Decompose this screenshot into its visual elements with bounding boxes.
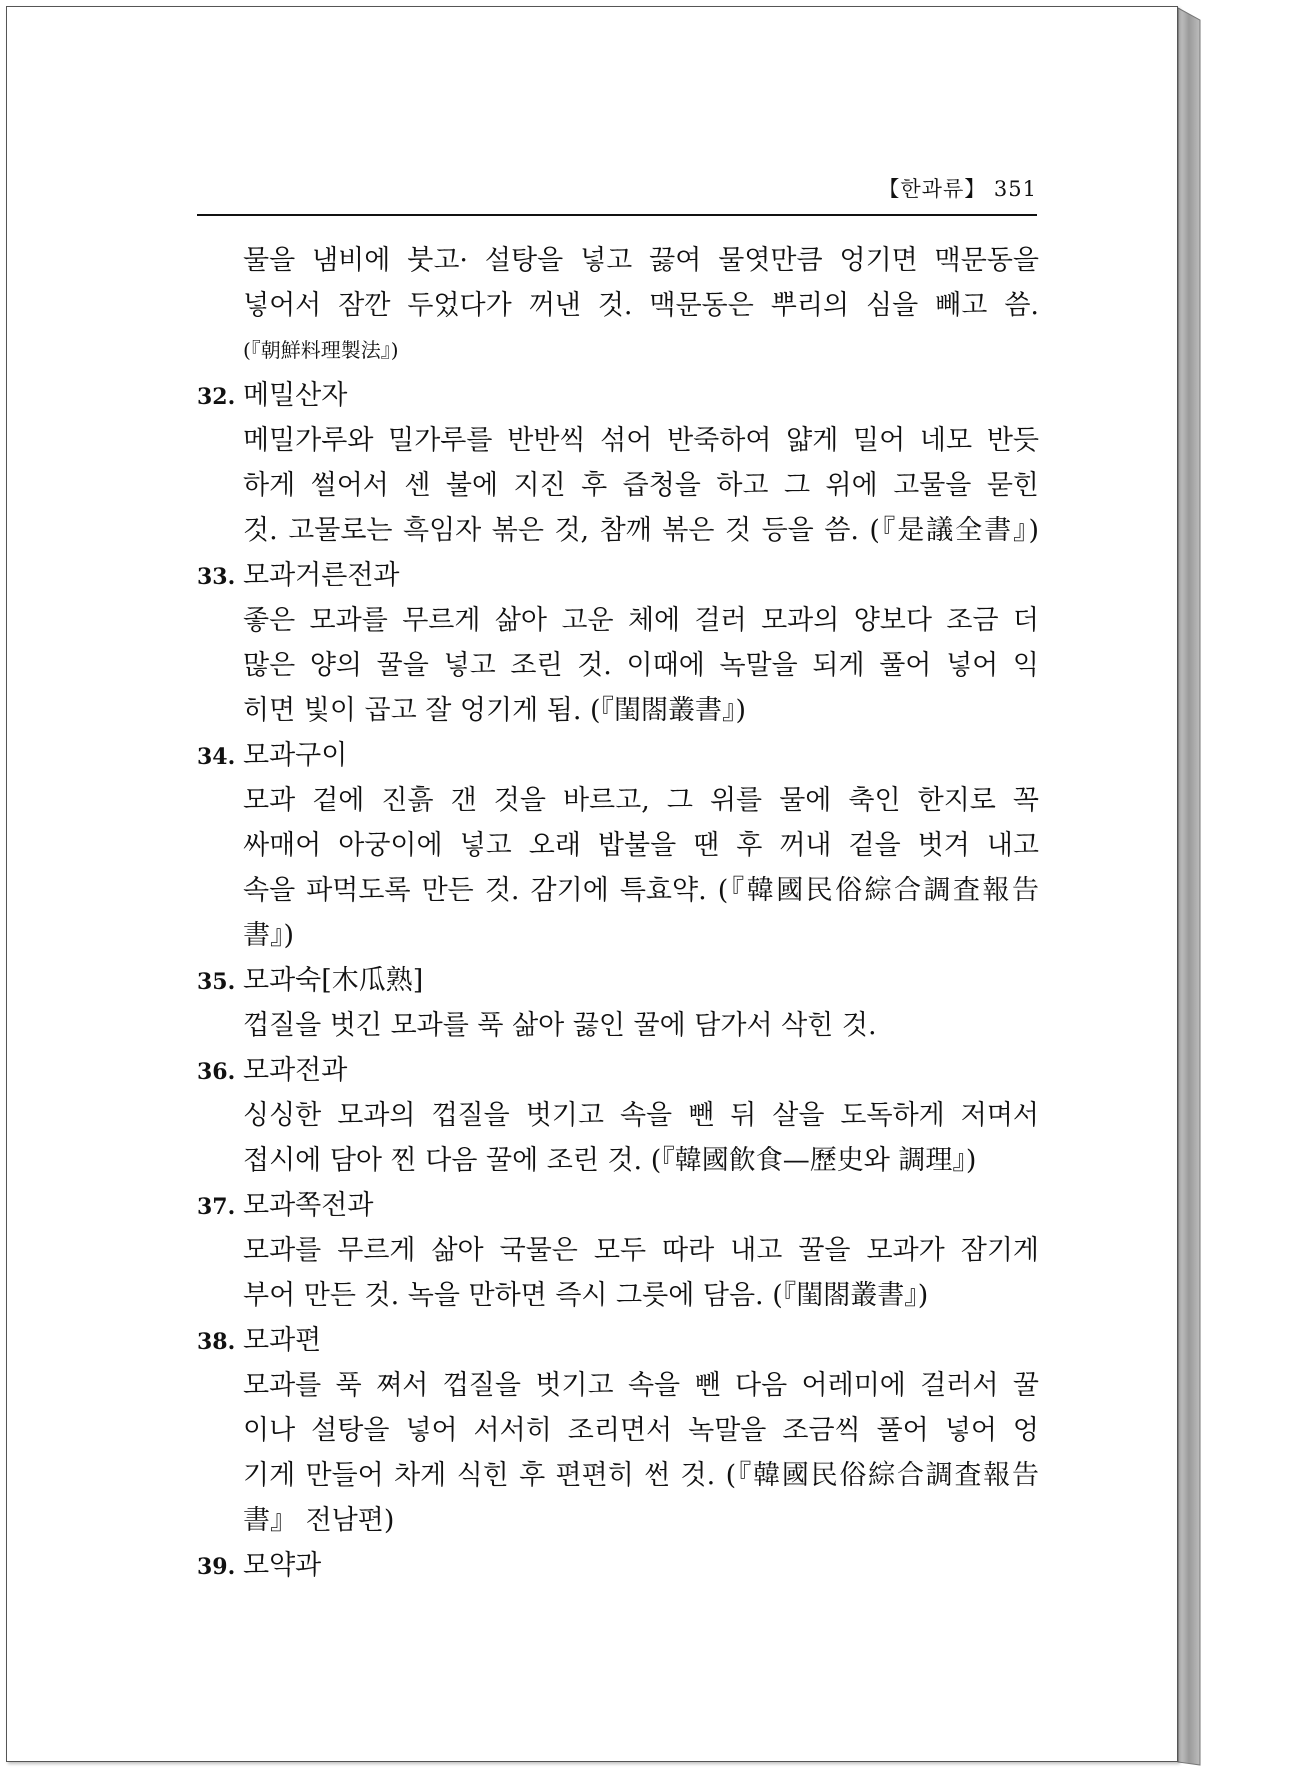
entry-heading	[197, 733, 1039, 778]
body-line: 물을 냄비에 붓고· 설탕을 넣고 끓여 물엿만큼 엉기면 맥문동을	[243, 245, 1039, 276]
body-line: 속을 파먹도록 만든 것. 감기에 특효약. (『韓國民俗綜合調査報告	[243, 875, 1039, 906]
citation-line: (『朝鮮料理製法』)	[243, 338, 399, 362]
body-line: 書』 전남편)	[243, 1505, 395, 1536]
entry-heading	[197, 1183, 1039, 1228]
body-line: 부어 만든 것. 녹을 만하면 즉시 그릇에 담음. (『閨閤叢書』)	[243, 1280, 929, 1311]
entry-number: 32.	[197, 384, 236, 410]
entry-number: 38.	[197, 1329, 236, 1355]
entry-title: 모과편	[243, 1325, 322, 1356]
entry-title: 모과숙[木瓜熟]	[243, 965, 424, 996]
body-line: 싸매어 아궁이에 넣고 오래 밥불을 땐 후 꺼내 겉을 벗겨 내고	[243, 830, 1039, 861]
body-line: 하게 썰어서 센 불에 지진 후 즙청을 하고 그 위에 고물을 묻힌	[243, 470, 1039, 501]
page-edge-shape	[1178, 8, 1200, 1765]
body-line: 싱싱한 모과의 껍질을 벗기고 속을 뺀 뒤 살을 도독하게 저며서	[243, 1100, 1039, 1131]
entry-heading	[197, 553, 1039, 598]
entry-heading	[197, 1048, 1039, 1093]
entry-title: 모과전과	[243, 1055, 348, 1086]
entry-number: 36.	[197, 1059, 236, 1085]
book-page	[6, 6, 1178, 1762]
running-head: 【한과류】 351	[878, 177, 1037, 201]
body-line: 모과를 푹 쪄서 껍질을 벗기고 속을 뺀 다음 어레미에 걸러서 꿀	[243, 1370, 1039, 1401]
body-line: 접시에 담아 찐 다음 꿀에 조린 것. (『韓國飮食—歷史와 調理』)	[243, 1145, 977, 1176]
entry-heading	[197, 1543, 1039, 1588]
body-line: 기게 만들어 차게 식힌 후 편편히 썬 것. (『韓國民俗綜合調査報告	[243, 1460, 1039, 1491]
body-line: 모과 겉에 진흙 갠 것을 바르고, 그 위를 물에 축인 한지로 꼭	[243, 785, 1039, 816]
body-line: 書』)	[243, 920, 295, 951]
page-content	[197, 238, 1039, 1588]
entry-title: 모약과	[243, 1550, 322, 1581]
entry-heading	[197, 958, 1039, 1003]
book-page-edges	[1170, 0, 1230, 1773]
entry-number: 33.	[197, 564, 236, 590]
body-line: 좋은 모과를 무르게 삶아 고운 체에 걸러 모과의 양보다 조금 더	[243, 605, 1039, 636]
body-line: 히면 빛이 곱고 잘 엉기게 됨. (『閨閤叢書』)	[243, 695, 747, 726]
entry-number: 39.	[197, 1554, 236, 1580]
body-line: 넣어서 잠깐 두었다가 꺼낸 것. 맥문동은 뿌리의 심을 빼고 씀.	[243, 290, 1039, 321]
body-line: 이나 설탕을 넣어 서서히 조리면서 녹말을 조금씩 풀어 넣어 엉	[243, 1415, 1039, 1446]
entry-heading	[197, 373, 1039, 418]
entry-title: 모과거른전과	[243, 560, 400, 591]
body-line: 껍질을 벗긴 모과를 푹 삶아 끓인 꿀에 담가서 삭힌 것.	[243, 1010, 877, 1041]
body-line: 많은 양의 꿀을 넣고 조린 것. 이때에 녹말을 되게 풀어 넣어 익	[243, 650, 1039, 681]
entry-title: 모과구이	[243, 740, 348, 771]
entry-number: 37.	[197, 1194, 236, 1220]
body-line: 모과를 무르게 삶아 국물은 모두 따라 내고 꿀을 모과가 잠기게	[243, 1235, 1039, 1266]
entry-number: 35.	[197, 969, 236, 995]
entry-heading	[197, 1318, 1039, 1363]
entry-number: 34.	[197, 744, 236, 770]
body-line: 것. 고물로는 흑임자 볶은 것, 참깨 볶은 것 등을 씀. (『是議全書』)	[243, 515, 1039, 546]
entry-title: 모과쪽전과	[243, 1190, 374, 1221]
body-line: 메밀가루와 밀가루를 반반씩 섞어 반죽하여 얇게 밀어 네모 반듯	[243, 425, 1039, 456]
entry-title: 메밀산자	[243, 380, 348, 411]
header-rule	[197, 214, 1037, 216]
